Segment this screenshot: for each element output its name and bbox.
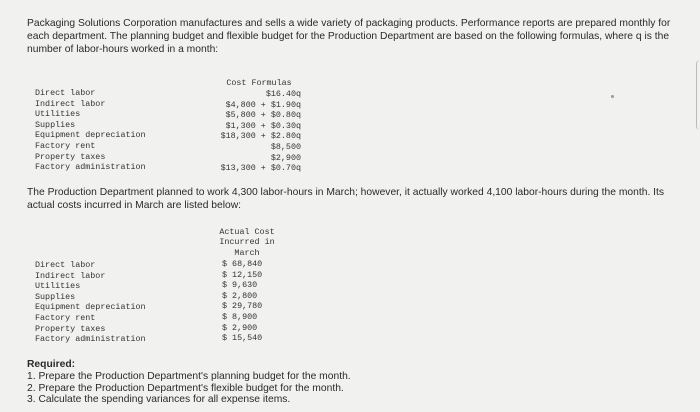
actual-table-values xyxy=(222,259,288,344)
actual-row-label: Supplies xyxy=(35,291,76,302)
formula-row-label: Utilities xyxy=(35,109,81,120)
formula-row-label: Property taxes xyxy=(35,151,106,162)
formula-table-values xyxy=(200,89,301,174)
actual-row-value: $ 15,540 xyxy=(222,333,263,344)
formula-table-labels xyxy=(35,88,146,173)
formula-row-value: $1,300 + $0.30q xyxy=(225,120,301,131)
formula-row-value: $18,300 + $2.80q xyxy=(220,131,301,142)
actual-row-label: Factory administration xyxy=(35,334,146,345)
formula-row-label: Direct labor xyxy=(35,88,96,98)
formula-row-value: $5,800 + $0.80q xyxy=(225,110,301,121)
formula-row-value: $13,300 + $0.70q xyxy=(220,163,301,174)
actual-row-value: $ 8,900 xyxy=(222,311,258,322)
required-section xyxy=(27,359,687,406)
actual-row-value: $ 12,150 xyxy=(222,269,263,280)
formula-row-label: Factory rent xyxy=(35,140,96,151)
formula-table-header: Cost Formulas xyxy=(226,78,292,88)
formula-row-value: $16.40q xyxy=(265,89,301,99)
required-title: Required: xyxy=(27,359,76,370)
formula-row-label: Equipment depreciation xyxy=(35,130,146,141)
actual-row-label: Indirect labor xyxy=(35,270,106,281)
actual-table-labels xyxy=(35,260,146,345)
actual-row-label: Factory rent xyxy=(35,312,96,323)
required-item: 1. Prepare the Production Department's planning budget for the month. xyxy=(27,370,351,382)
required-item: 3. Calculate the spending variances for all expense items. xyxy=(27,394,291,406)
required-item: 2. Prepare the Production Department's flexible budget for the month. xyxy=(27,382,344,394)
actual-row-label: Direct labor xyxy=(35,260,96,270)
formula-row-label: Indirect labor xyxy=(35,98,106,109)
formula-row-value: $4,800 + $1.90q xyxy=(225,99,301,110)
actual-row-label: Utilities xyxy=(35,281,81,292)
actual-header-line: Incurred in xyxy=(219,237,275,248)
actual-row-value: $ 29,780 xyxy=(222,301,263,312)
stray-dot xyxy=(611,95,614,98)
actual-row-label: Property taxes xyxy=(35,323,106,334)
formula-row-value: $2,900 xyxy=(270,152,301,163)
actual-row-value: $ 68,840 xyxy=(222,259,263,269)
actual-header-line: March xyxy=(234,247,260,258)
actual-table-header xyxy=(206,227,288,258)
intro-paragraph: Packaging Solutions Corporation manufactures and sells a wide variety of packaging products. Performance reports are prepared monthly for each department. The planning budget and flexible budget for the Production Department are based on the following formulas, where q is the number of labor-hours worked in a month: xyxy=(27,18,671,55)
formula-row-label: Supplies xyxy=(35,119,76,130)
page-edge-tab xyxy=(696,60,700,130)
actual-row-value: $ 9,630 xyxy=(222,280,258,291)
formula-row-label: Factory administration xyxy=(35,162,146,173)
actual-row-value: $ 2,800 xyxy=(222,290,258,301)
actual-row-value: $ 2,900 xyxy=(222,322,258,333)
actual-row-label: Equipment depreciation xyxy=(35,302,146,313)
formula-row-value: $8,500 xyxy=(270,141,301,152)
mid-paragraph: The Production Department planned to work 4,300 labor-hours in March; however, it actually worked 4,100 labor-hours during the month. Its actual costs incurred in March are listed below: xyxy=(27,187,665,211)
actual-header-line: Actual Cost xyxy=(219,227,275,237)
